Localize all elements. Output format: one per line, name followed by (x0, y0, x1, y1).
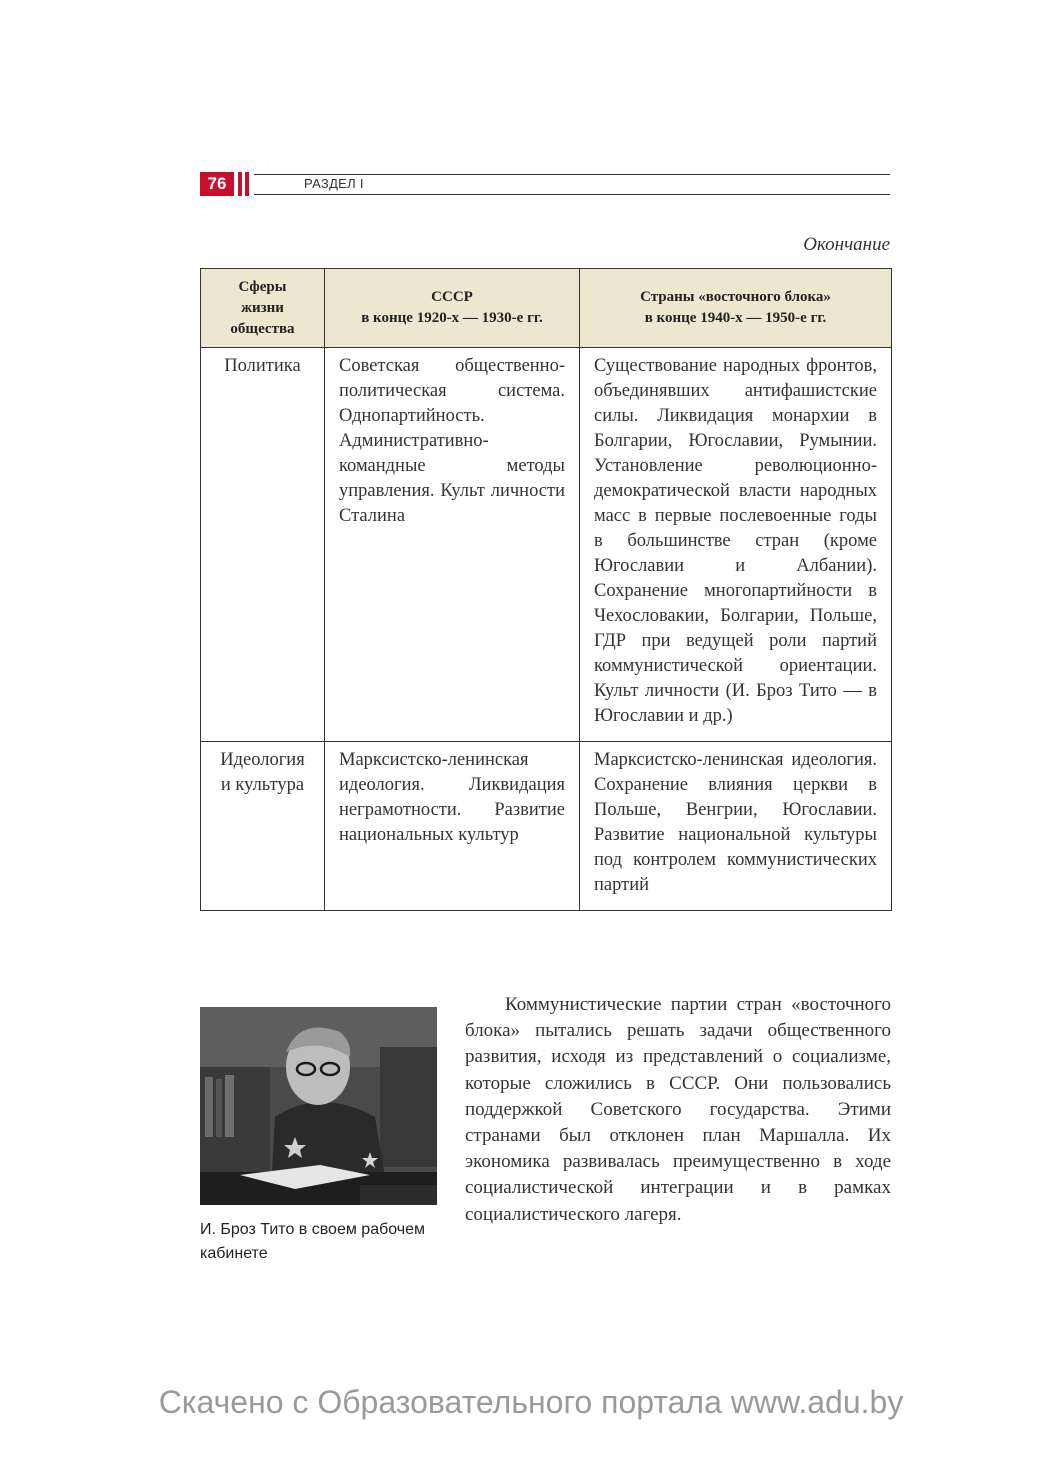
header-rule (254, 174, 890, 175)
header-accent-bar (245, 172, 249, 196)
body-paragraph: Коммунистические партии стран «восточного блока» пытались решать задачи общественного развития, исходя из представлений о социализме, которые сложились в СССР. Они пользовались поддержкой Советского государства. Этими странами был отклонен план Маршалла. Их экономика развивалась преимущественно в ходе социалистической интеграции и в рамках социалистического лагеря. (465, 994, 891, 1225)
header-rule (254, 194, 890, 195)
header-cell-ussr: СССР в конце 1920-х — 1930-е гг. (325, 269, 580, 348)
continuation-label: Окончание (803, 234, 890, 255)
section-label: РАЗДЕЛ I (304, 176, 364, 191)
photo-caption: И. Броз Тито в своем рабочем кабинете (200, 1221, 426, 1262)
page-number: 76 (200, 172, 234, 196)
table-row (201, 742, 892, 911)
table-header-row (201, 269, 892, 348)
download-source-footer: Скачено с Образовательного портала www.adu.by (158, 1384, 904, 1420)
table-row (201, 348, 892, 742)
header-cell-east-bloc: Страны «восточного блока» в конце 1940-х — 1950-е гг. (580, 269, 892, 348)
page-header (200, 172, 890, 198)
header-accent-bar (238, 172, 242, 196)
comparison-table (200, 268, 892, 911)
header-cell-sphere: Сферы жизни общества (201, 269, 325, 348)
cell-ussr: Марксистско-ленинская идеология. Ликвидация неграмотности. Развитие национальных культур (325, 742, 580, 911)
cell-sphere: Идеология и культура (201, 742, 325, 911)
cell-sphere: Политика (201, 348, 325, 742)
cell-east-bloc: Существование народных фронтов, объединявших антифашистские силы. Ликвидация монархии в Болгарии, Югославии, Румынии. Установление революционно-демократической власти народных масс в первые послевоенные годы в большинстве стран (кроме Югославии и Албании). Сохранение многопартийности в Чехословакии, Болгарии, Польше, ГДР при ведущей роли партий коммунистической ориентации. Культ личности (И. Броз Тито — в Югославии и др.) (580, 348, 892, 742)
cell-ussr: Советская общественно-политическая система. Однопартийность. Административно-командные методы управления. Культ личности Сталина (325, 348, 580, 742)
cell-east-bloc: Марксистско-ленинская идеология. Сохранение влияния церкви в Польше, Венгрии, Югославии. Развитие национальной культуры под контролем коммунистических партий (580, 742, 892, 911)
tito-photo (200, 1007, 437, 1205)
photo-illustration (200, 1007, 437, 1205)
